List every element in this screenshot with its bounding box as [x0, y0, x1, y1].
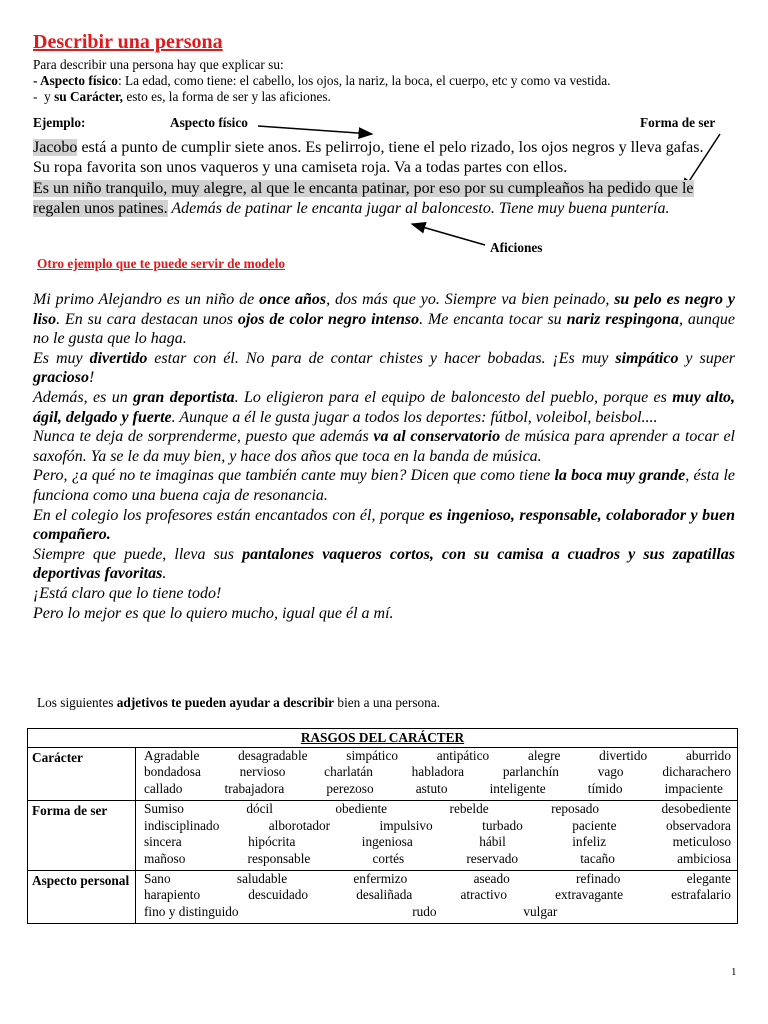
adjective-word: turbado	[482, 817, 523, 833]
story-bold-text: divertido	[89, 349, 148, 367]
story-text: , ésta le funciona como una buena caja de resonancia.	[33, 467, 735, 504]
adjective-word: extravagante	[555, 887, 624, 903]
adjective-word: antipático	[436, 747, 490, 763]
story-bold-text: gracioso	[33, 369, 89, 387]
story-text: .	[162, 565, 167, 583]
adjective-word: estrafalario	[671, 887, 731, 903]
story-bold-text: su pelo es negro y liso	[33, 291, 735, 328]
story-paragraph	[33, 427, 735, 466]
story-text: , aunque no le gusta que lo haga.	[33, 310, 736, 348]
intro-caracter: su Carácter,	[54, 89, 123, 104]
adjective-word: sincera	[144, 834, 182, 850]
adjective-word: alborotador	[268, 817, 331, 833]
adjective-word: desagradable	[238, 747, 308, 763]
adjective-word: Agradable	[144, 747, 200, 763]
story-paragraph	[33, 466, 735, 505]
adjective-word: observadora	[665, 817, 731, 833]
story-paragraph	[33, 506, 735, 545]
example-physical-text: está a punto de cumplir siete anos. Es pelirrojo, tiene el pelo rizado, los ojos negros y lleva gafas. Su ropa favorita son unos vaqueros y una camiseta roja. Va a todas partes con ellos.	[33, 139, 704, 177]
table-row	[28, 800, 738, 870]
story-text: estar con él. No para de contar chistes y hacer bobadas. ¡Es muy	[147, 349, 616, 367]
adjective-word: trabajadora	[224, 781, 285, 797]
highlight-name: Jacobo	[33, 139, 78, 156]
adjective-word: enfermizo	[353, 870, 408, 886]
adjective-word: impaciente	[664, 781, 723, 797]
adjective-word: fino y distinguido	[144, 904, 239, 920]
story-paragraph	[33, 604, 735, 624]
adjective-line	[144, 887, 731, 904]
adjective-word: astuto	[415, 781, 448, 797]
adjective-word: meticuloso	[672, 834, 731, 850]
table-category: Carácter	[28, 747, 136, 800]
adjective-word: bondadosa	[144, 764, 201, 780]
adjective-word: desaliñada	[356, 887, 413, 903]
table-adjectives	[136, 800, 738, 870]
table-row	[28, 747, 738, 800]
adjective-word: inteligente	[489, 781, 546, 797]
adjective-line	[144, 781, 731, 798]
adjective-word: rudo	[412, 904, 437, 920]
adjective-word: perezoso	[326, 781, 374, 797]
story-bold-text: ojos de color negro intenso	[237, 310, 420, 328]
story-text: . Lo eligieron para el equipo de baloncesto del pueblo, porque es	[234, 388, 673, 406]
adjective-word: parlanchín	[502, 764, 559, 780]
adjective-word: obediente	[335, 800, 388, 816]
story-text: En el colegio los profesores están encantados con él, porque	[33, 506, 430, 524]
story-bold-text: es ingenioso, responsable, colaborador y buen compañero.	[33, 506, 735, 544]
otro-ejemplo-heading: Otro ejemplo que te puede servir de modelo	[37, 256, 286, 271]
adjective-word: saludable	[236, 870, 288, 886]
adjective-word: elegante	[686, 870, 731, 886]
story-bold-text: la boca muy grande	[554, 467, 686, 485]
example-paragraph	[33, 138, 713, 219]
story-text: de música para aprender a tocar el saxofón. Ya se le da muy bien, y hace dos años que toca en la banda de música.	[33, 428, 735, 465]
story-text: !	[89, 369, 95, 387]
adjective-word: harapiento	[144, 887, 201, 903]
story-text: . En su cara destacan unos	[56, 310, 238, 328]
story-paragraph	[33, 388, 735, 427]
adjective-word: vulgar	[523, 904, 558, 920]
highlight-character: Es un niño tranquilo, muy alegre, al que le encanta patinar, por eso por su cumpleaños ha pedido que le regalen unos patines.	[33, 179, 694, 217]
intro-aspecto-fisico: - Aspecto físico	[33, 73, 118, 88]
intro-line-2-text: : La edad, como tiene: el cabello, los ojos, la nariz, la boca, el cuerpo, etc y como va vestida.	[117, 73, 611, 88]
story-text: Pero, ¿a qué no te imaginas que también cante muy bien? Dicen que como tiene	[33, 467, 555, 485]
adjective-word: nervioso	[239, 764, 286, 780]
adjective-line	[144, 851, 731, 868]
adjective-line	[144, 764, 731, 781]
story-paragraph	[33, 349, 735, 388]
adjective-line	[144, 818, 731, 835]
story-text: ¡Está claro que lo tiene todo!	[33, 584, 222, 602]
adjective-line	[144, 748, 731, 765]
label-aficiones: Aficiones	[490, 240, 543, 255]
intro-line-1: Para describir una persona hay que explicar su:	[33, 57, 284, 72]
table-header-row	[28, 729, 738, 748]
story-text: Es muy	[33, 349, 90, 367]
story-bold-text: pantalones vaqueros cortos, con su camisa a cuadros y sus zapatillas deportivas favoritas	[33, 545, 735, 583]
label-aspecto-fisico: Aspecto físico	[170, 115, 248, 130]
adjective-word: indisciplinado	[144, 817, 220, 833]
adjective-word: infeliz	[572, 834, 607, 850]
story-text: Mi primo Alejandro es un niño de	[33, 291, 260, 308]
adjective-word: cortés	[372, 850, 405, 866]
story-paragraph	[33, 584, 735, 604]
story-bold-text: once años	[259, 291, 327, 308]
adjectives-intro-pre: Los siguientes	[37, 695, 117, 710]
adjective-word: desobediente	[661, 800, 731, 816]
story-bold-text: gran deportista	[133, 388, 235, 406]
intro-line-3-prefix: - y	[33, 89, 55, 104]
adjective-word: paciente	[572, 817, 617, 833]
adjective-word: simpático	[346, 747, 398, 763]
table-adjectives	[136, 747, 738, 800]
adjectives-intro-post: bien a una persona.	[334, 695, 441, 710]
story-paragraph	[33, 290, 735, 349]
adjectives-intro	[37, 695, 440, 711]
table-category: Forma de ser	[28, 800, 136, 870]
adjective-word: Sano	[144, 870, 171, 886]
rasgos-table	[27, 728, 738, 924]
adjective-word: ingeniosa	[361, 834, 413, 850]
story-bold-text: va al conservatorio	[373, 428, 501, 446]
adjective-word: ambiciosa	[677, 850, 731, 866]
story-text: , dos más que yo. Siempre va bien peinado,	[326, 291, 615, 308]
story-text: Nunca te deja de sorprenderme, puesto que además	[33, 428, 374, 446]
intro-line-3-text: esto es, la forma de ser y las aficiones.	[123, 89, 331, 104]
adjective-word: habladora	[411, 764, 465, 780]
adjective-word: dócil	[246, 800, 273, 816]
adjective-word: mañoso	[144, 850, 186, 866]
adjective-word: descuidado	[248, 887, 309, 903]
adjective-word: atractivo	[460, 887, 507, 903]
adjectives-intro-bold: adjetivos te pueden ayudar a describir	[116, 695, 335, 710]
adjective-word: vago	[597, 764, 624, 780]
table-category: Aspecto personal	[28, 870, 136, 923]
adjective-word: callado	[144, 781, 183, 797]
label-ejemplo: Ejemplo:	[33, 115, 86, 130]
adjective-line	[144, 871, 731, 888]
story-text: Siempre que puede, lleva sus	[33, 545, 243, 563]
adjective-word: refinado	[576, 870, 621, 886]
adjective-word: divertido	[599, 747, 648, 763]
adjective-word: hipócrita	[248, 834, 296, 850]
adjective-word: tacaño	[580, 850, 615, 866]
adjective-word: dicharachero	[662, 764, 731, 780]
adjective-word: impulsivo	[379, 817, 433, 833]
table-adjectives	[136, 870, 738, 923]
adjective-word: Sumiso	[144, 800, 184, 816]
arrow-aspecto-fisico	[258, 126, 372, 134]
page-number: 1	[731, 966, 737, 978]
adjective-word: responsable	[247, 850, 311, 866]
story-text: Además, es un	[33, 388, 134, 406]
document-title: Describir una persona	[33, 31, 223, 53]
adjective-line	[144, 834, 731, 851]
adjective-word: aburrido	[685, 747, 731, 763]
adjective-word: hábil	[479, 834, 506, 850]
story-bold-text: nariz respingona	[566, 310, 680, 328]
table-header: RASGOS DEL CARÁCTER	[28, 729, 738, 748]
adjective-word: aseado	[473, 870, 510, 886]
adjective-word: reservado	[466, 850, 519, 866]
label-forma-de-ser: Forma de ser	[640, 115, 716, 130]
story-text: . Me encanta tocar su	[419, 310, 567, 328]
adjective-word: charlatán	[324, 764, 373, 780]
adjective-line	[144, 904, 731, 921]
adjective-word: tímido	[587, 781, 623, 797]
story-text: y super	[678, 349, 736, 367]
story-bold-text: muy alto, ágil, delgado y fuerte	[33, 388, 736, 426]
adjective-line	[144, 801, 731, 818]
adjective-word: reposado	[551, 800, 600, 816]
story-bold-text: simpático	[615, 349, 679, 367]
model-story	[33, 290, 735, 623]
arrow-aficiones	[412, 224, 485, 245]
story-paragraph	[33, 545, 735, 584]
adjective-word: alegre	[527, 747, 561, 763]
story-text: Pero lo mejor es que lo quiero mucho, igual que él a mí.	[33, 604, 394, 622]
example-hobbies-text: Además de patinar le encanta jugar al baloncesto. Tiene muy buena puntería.	[167, 199, 670, 217]
story-text: . Aunque a él le gusta jugar a todos los deportes: fútbol, voleibol, beisbol....	[171, 408, 658, 426]
table-row	[28, 870, 738, 923]
adjective-word: rebelde	[449, 800, 489, 816]
